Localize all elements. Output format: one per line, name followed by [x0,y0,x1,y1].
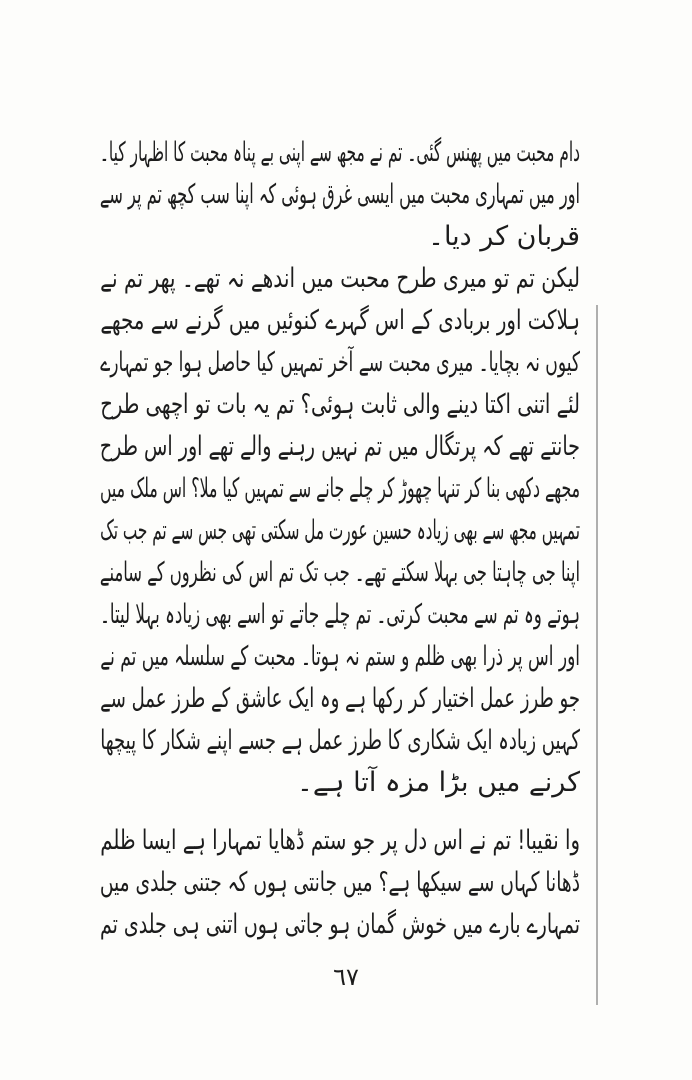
page-number: ٦٧ [333,963,359,991]
text-line: کہیں زیادہ ایک شکاری کا طرز عمل ہے جسے اپنے شکار کا پیچھا [100,725,580,756]
text-line: وا نقیبا! تم نے اس دل پر جو ستم ڈھایا تمہارا ہے ایسا ظلم [100,825,580,856]
text-line: لئے اتنی اکتا دینے والی ثابت ہوئی؟ تم یہ بات تو اچھی طرح [100,389,580,420]
text-line: اور اس پر ذرا بھی ظلم و ستم نہ ہوتا۔ محبت کے سلسلہ میں تم نے [100,641,580,672]
text-line: کرنے میں بڑا مزہ آتا ہے۔ [297,767,580,798]
paragraph-gap [100,804,580,820]
text-line: ہوتے وہ تم سے محبت کرتی۔ تم چلے جاتے تو اسے بھی زیادہ بہلا لیتا۔ [100,599,580,630]
text-line: کیوں نہ بچایا۔ میری محبت سے آخر تمہیں کیا حاصل ہوا جو تمہارے [100,347,580,378]
text-line: ڈھانا کہاں سے سیکھا ہے؟ میں جانتی ہوں کہ جتنی جلدی میں [100,867,580,898]
text-line: تمہیں مجھ سے بھی زیادہ حسین عورت مل سکتی تھی جس سے تم جب تک [100,515,580,546]
text-line: تمہارے بارے میں خوش گمان ہو جاتی ہوں اتنی ہی جلدی تم [100,909,580,940]
margin-rule [596,305,598,1005]
text-line: جانتے تھے کہ پرتگال میں تم نہیں رہنے والے تھے اور اس طرح [100,431,580,462]
text-line: ہلاکت اور بربادی کے اس گہرے کنوئیں میں گرنے سے مجھے [100,305,580,336]
text-line: قربان کر دیا۔ [428,221,580,252]
text-line: لیکن تم تو میری طرح محبت میں اندھے نہ تھے۔ پھر تم نے [100,263,580,294]
text-line: دام محبت میں پھنس گئی۔ تم نے مجھ سے اپنی بے پناہ محبت کا اظہار کیا۔ [99,137,580,168]
page-body-text [100,132,580,946]
text-line: جو طرز عمل اختیار کر رکھا ہے وہ ایک عاشق کے طرز عمل سے [100,683,580,714]
text-line: مجھے دکھی بنا کر تنہا چھوڑ کر چلے جانے سے تمہیں کیا ملا؟ اس ملک میں [100,473,580,504]
text-line: اور میں تمہاری محبت میں ایسی غرق ہوئی کہ اپنا سب کچھ تم پر سے [99,179,580,210]
text-line: اپنا جی چاہتا جی بہلا سکتے تھے۔ جب تک تم اس کی نظروں کے سامنے [100,557,580,588]
